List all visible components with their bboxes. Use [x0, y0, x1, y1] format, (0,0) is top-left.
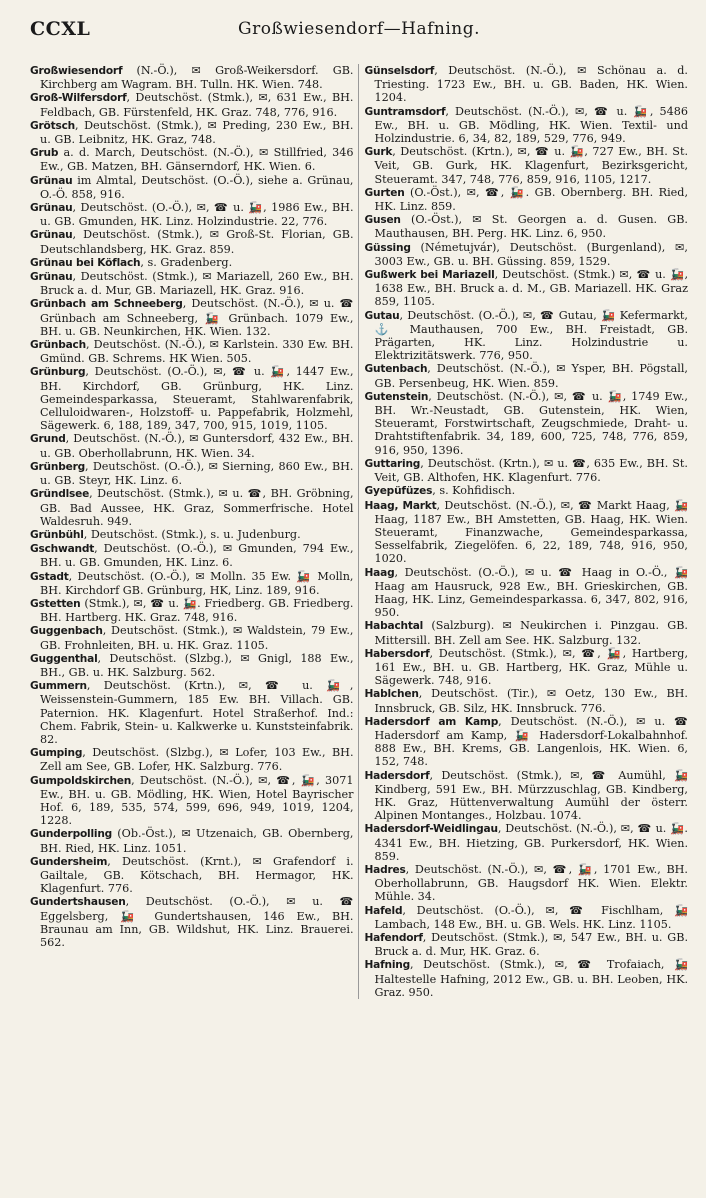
entry-gundersheim — [30, 855, 354, 896]
entry-haag — [365, 566, 689, 620]
entry-grub — [30, 146, 354, 173]
entry-grunau-bei-koflach — [30, 256, 354, 270]
entry-hadersdorf — [365, 769, 689, 823]
entry-grund — [30, 432, 354, 459]
entry-text: , Deutschöst. (N.-Ö.), ✉, ☎ Markt Haag, 🚂 Haag, 1187 Ew., BH Amstetten, GB. Haag, HK. Wien. Steueramt, Finanzwache, Gemeindesparkassa, Sesselfabrik, Ziegelöfen. 6, 22, 189, 748, 916, 950, 1020. — [374, 498, 688, 566]
entry-headword: Guggenthal — [30, 652, 98, 665]
entry-guntramsdorf — [365, 105, 689, 146]
page-number: CCXL — [30, 18, 91, 40]
entry-headword: Gutenbach — [364, 363, 428, 376]
entry-headword: Gyepüfüzes — [364, 485, 433, 498]
entry-headword: Haag, Markt — [364, 499, 437, 512]
entry-headword: Gundertshausen — [30, 896, 126, 909]
entry-text: , Deutschöst. (O.-Ö.), ✉, ☎ u. 🚂, 1986 Ew., BH. u. GB. Gmunden, HK. Linz. Holzindustrie. 22, 776. — [40, 201, 354, 229]
entry-text: , Deutschöst. (Stmk.), ✉, ☎ Trofaiach, 🚂 Haltestelle Hafning, 2012 Ew., GB. u. BH. Leoben, HK. Graz. 950. — [374, 958, 688, 999]
entry-text: , Deutschöst. (Stmk.), ✉, 547 Ew., BH. u. GB. Bruck a. d. Mur, HK. Graz. 6. — [374, 931, 688, 959]
entry-gunselsdorf — [365, 64, 689, 105]
entry-text: , Deutschöst. (Stmk.), ✉ Waldstein, 79 Ew., GB. Frohnleiten, BH. u. HK. Graz. 1105. — [40, 624, 354, 652]
two-column-body — [30, 64, 688, 999]
entry-headword: Hadersdorf am Kamp — [364, 715, 499, 728]
entry-text: , Deutschöst. (O.-Ö.), ✉ u. ☎ Eggelsberg, 🚂 Gundertshausen, 146 Ew., BH. Braunau am Inn, GB. Wildshut, HK. Linz. Brauerei. 562. — [40, 895, 354, 949]
entry-text: , Deutschöst. (Slzbg.), ✉ Gnigl, 188 Ew., BH., GB. u. HK. Salzburg. 562. — [40, 651, 354, 679]
entry-headword: Groß-Wilfersdorf — [30, 92, 127, 105]
entry-hafning — [365, 958, 689, 999]
entry-headword: Gutenstein — [364, 390, 429, 403]
entry-haag-markt — [365, 499, 689, 566]
entry-headword: Habachtal — [364, 620, 424, 633]
entry-grosswiesendorf — [30, 64, 354, 91]
entry-headword: Grünburg — [30, 366, 86, 379]
entry-text: , Deutschöst. (Stmk.), ✉ u. ☎, BH. Gröbning, GB. Bad Aussee, HK. Graz, Sommerfrische. Hotel Waldesruh. 949. — [40, 487, 354, 528]
entry-grunbuhl — [30, 528, 354, 542]
entry-headword: Hafendorf — [364, 932, 423, 944]
entry-headword: Grub — [30, 147, 59, 160]
entry-headword: Gschwandt — [30, 543, 95, 556]
entry-grundlsee — [30, 487, 354, 528]
entry-text: , Deutschöst. (N.-Ö.), ✉, ☎, 🚂, 1701 Ew., BH. Oberhollabrunn, GB. Haugsdorf HK. Wien. Elektr. Mühle. 34. — [374, 862, 688, 904]
entry-headword: Gumpoldskirchen — [30, 774, 132, 787]
entry-headword: Guttaring — [364, 457, 421, 470]
entry-text: (O.-Öst.), ✉, ☎, 🚂. GB. Obernberg. BH. Ried, HK. Linz. 859. — [374, 185, 688, 214]
entry-headword: Güssing — [364, 241, 411, 254]
entry-gutenbach — [365, 362, 689, 389]
entry-gumping — [30, 746, 354, 773]
left-column — [30, 64, 359, 999]
entry-text: , Deutschöst. (N.-Ö.), ✉ Karlstein. 330 Ew. BH. Gmünd. GB. Schrems. HK Wien. 505. — [40, 338, 354, 366]
entry-headword: Hafeld — [364, 904, 403, 917]
entry-gschwandt — [30, 542, 354, 569]
entry-headword: Gusen — [364, 214, 401, 227]
entry-text: , Deutschöst. (O.-Ö.), ✉, ☎ Gutau, 🚂 Kefermarkt, ⚓ Mauthausen, 700 Ew., BH. Freistadt, GB. Prägarten, HK. Linz. Holzindustrie u. Elektrizitätswerk. 776, 950. — [374, 308, 688, 363]
entry-gutenstein — [365, 390, 689, 457]
entry-grunbach-am-schneeberg — [30, 297, 354, 338]
entry-headword: Hadersdorf — [364, 769, 430, 782]
entry-headword: Hafning — [364, 959, 411, 972]
entry-headword: Grötsch — [30, 119, 75, 132]
entry-text: , Deutschöst. (Krtn.), ✉ u. ☎, 635 Ew., BH. St. Veit, GB. Althofen, HK. Klagenfurt. 776. — [374, 456, 688, 485]
entry-text: , Deutschöst. (Stmk.), ✉, ☎ Aumühl, 🚂 Kindberg, 591 Ew., BH. Mürzzuschlag, GB. Kindberg, HK. Graz, Hüttenverwaltung Aumühl der österr. Alpinen Montanges., Holzbau. 1074. — [374, 768, 688, 823]
entry-gross-wilfersdorf — [30, 91, 354, 118]
entry-text: (Salzburg). ✉ Neukirchen i. Pinzgau. GB. Mittersill. BH. Zell am See. HK. Salzburg. 132. — [374, 619, 688, 647]
entry-gurten — [365, 186, 689, 213]
entry-text: , Deutschöst. (O.-Ö.), ✉ u. ☎ Haag in O.-Ö., 🚂 Haag am Hausruck, 928 Ew., BH. Grieskirchen, GB. Haag, HK. Linz, Gemeindesparkassa. 6, 347, 802, 916, 950. — [374, 565, 688, 620]
entry-headword: Gummern — [30, 680, 87, 693]
entry-headword: Grünbühl — [30, 528, 84, 541]
entry-headword: Hablchen — [364, 688, 419, 701]
entry-headword: Hadersdorf-Weidlingau — [364, 823, 498, 836]
entry-headword: Gstadt — [30, 570, 69, 583]
entry-text: , Deutschöst. (O.-Ö.), ✉, ☎ u. 🚂, 1447 Ew., BH. Kirchdorf, GB. Grünburg, HK. Linz. Gemeindesparkassa, Steueramt, Stahlwarenfabrik, Celluloidwaren-, Holzstoff- u. Pappefabrik, Holzmehl, Sägewerk. 6, 188, 189, 347, 700, 915, 1019, 1105. — [40, 365, 354, 433]
entry-headword: Gurten — [364, 186, 405, 199]
entry-text: (O.-Öst.), ✉ St. Georgen a. d. Gusen. GB. Mauthausen, BH. Perg. HK. Linz. 6, 950. — [374, 213, 688, 241]
entry-headword: Grünau — [30, 271, 73, 284]
entry-gusswerk-bei-mariazell — [365, 268, 689, 309]
entry-headword: Grünberg — [30, 460, 85, 473]
entry-habachtal — [365, 619, 689, 646]
entry-headword: Gunderpolling — [30, 828, 113, 841]
entry-grotsch — [30, 119, 354, 146]
entry-headword: Grünau — [30, 202, 73, 215]
entry-gusen — [365, 213, 689, 240]
entry-headword: Grünau — [30, 229, 73, 242]
entry-text: , Deutschöst. (N.-Ö.), ✉ Guntersdorf, 432 Ew., BH. u. GB. Oberhollabrunn, HK. Wien. 34. — [40, 432, 354, 460]
entry-hadersdorf-weidlingau — [365, 822, 689, 863]
entry-gstetten — [30, 597, 354, 624]
entry-text: , Deutschöst. (Tir.), ✉ Oetz, 130 Ew., BH. Innsbruck, GB. Silz, HK. Innsbruck. 776. — [374, 687, 688, 715]
entry-headword: Habersdorf — [364, 647, 430, 660]
entry-habersdorf — [365, 647, 689, 688]
entry-text: , Deutschöst. (N.-Ö.), ✉, ☎ u. 🚂, 5486 Ew., BH. u. GB. Mödling, HK. Wien. Textil- und Holzindustrie. 6, 34, 82, 189, 529, 776, 949. — [374, 104, 688, 146]
entry-headword: Grünbach am Schneeberg — [30, 298, 183, 311]
entry-text: (Stmk.), ✉, ☎ u. 🚂. Friedberg. GB. Friedberg. BH. Hartberg. HK. Graz. 748, 916. — [40, 596, 354, 625]
entry-text: , Deutschöst. (O.-Ö.), ✉ Sierning, 860 Ew., BH. u. GB. Steyr, HK. Linz. 6. — [40, 459, 354, 488]
entry-headword: Gundersheim — [30, 855, 108, 868]
entry-text: , Deutschöst. (Stmk.), ✉ Groß-St. Florian, GB. Deutschlandsberg, HK. Graz. 859. — [40, 228, 354, 256]
entry-gstadt — [30, 570, 354, 597]
entry-text: a. d. March, Deutschöst. (N.-Ö.), ✉ Stillfried, 346 Ew., GB. Matzen, BH. Gänserndorf, HK. Wien. 6. — [40, 146, 354, 174]
entry-text: , Deutschöst. (O.-Ö.), ✉ Molln. 35 Ew. 🚂 Molln, BH. Kirchdorf GB. Grünburg, HK, Linz. 189, 916. — [40, 569, 354, 597]
entry-text: , Deutschöst. (N.-Ö.), ✉ u. ☎ Grünbach am Schneeberg, 🚂 Grünbach. 1079 Ew., BH. u. GB. Neunkirchen, HK. Wien. 132. — [40, 297, 354, 338]
entry-grunberg — [30, 460, 354, 487]
entry-gundertshausen — [30, 895, 354, 949]
entry-hablchen — [365, 687, 689, 714]
right-column — [365, 64, 689, 999]
entry-headword: Grund — [30, 433, 66, 446]
entry-headword: Guggenbach — [30, 625, 103, 638]
entry-text: , Deutschöst. (Stmk.), s. u. Judenburg. — [83, 527, 301, 541]
entry-hafeld — [365, 904, 689, 931]
entry-gyepufuzes — [365, 484, 689, 498]
entry-grunburg — [30, 365, 354, 432]
entry-text: , Deutschöst. (O.-Ö.), ✉, ☎ Fischlham, 🚂 Lambach, 148 Ew., BH. u. GB. Wels. HK. Linz. 1105. — [374, 903, 688, 931]
entry-text: , Deutschöst. (Stmk.), ✉ Mariazell, 260 Ew., BH. Bruck a. d. Mur, GB. Mariazell, HK. Graz. 916. — [40, 270, 354, 298]
entry-guggenthal — [30, 652, 354, 679]
entry-text: , Deutschöst. (Stmk.), ✉, ☎, 🚂, Hartberg, 161 Ew., BH. u. GB. Hartberg, HK. Graz, Mühle u. Sägewerk. 748, 916. — [374, 646, 688, 688]
entry-text: , Deutschöst. (N.-Ö.), ✉ Ysper, BH. Pögstall, GB. Persenbeug, HK. Wien. 859. — [374, 362, 688, 390]
entry-headword: Günselsdorf — [364, 65, 435, 77]
entry-headword: Grünau — [30, 174, 73, 187]
entry-headword: Gußwerk bei Mariazell — [364, 269, 495, 282]
entry-gurk — [365, 145, 689, 186]
entry-gunderpolling — [30, 827, 354, 854]
entry-text: im Almtal, Deutschöst. (O.-Ö.), siehe a. Grünau, O.-Ö. 858, 916. — [40, 173, 354, 201]
entry-hafendorf — [365, 931, 689, 958]
entry-headword: Haag — [364, 566, 395, 579]
entry-gutau — [365, 309, 689, 363]
entry-gumpoldskirchen — [30, 774, 354, 828]
entry-headword: Gumping — [30, 747, 83, 760]
entry-text: , Deutschöst. (N.-Ö.), ✉, ☎, 🚂, 3071 Ew., BH. u. GB. Mödling, HK. Wien, Hotel Bayrischer Hof. 6, 189, 535, 574, 599, 696, 949, 1019, 1204, 1228. — [40, 773, 354, 828]
entry-text: , Deutschöst. (Krtn.), ✉, ☎ u. 🚂, Weissenstein-Gummern, 185 Ew. BH. Villach. GB. Paternion. HK. Klagenfurt. Hotel Straßerhof. Ind.: Chem. Fabrik, Stein- u. Kalkwerke u. Kunststeinfabrik. 82. — [40, 679, 354, 746]
entry-headword: Gründlsee — [30, 488, 90, 501]
entry-guggenbach — [30, 624, 354, 651]
entry-headword: Hadres — [364, 863, 406, 876]
running-head: Großwiesendorf—Hafning. — [238, 19, 480, 39]
entry-text: , Deutschöst. (N.-Ö.), ✉ Schönau a. d. Triesting. 1723 Ew., BH. u. GB. Baden, HK. Wien. 1204. — [374, 64, 688, 105]
entry-grunau — [30, 201, 354, 228]
entry-text: , Deutschöst. (N.-Ö.), ✉, ☎ u. 🚂, 1749 Ew., BH. Wr.-Neustadt, GB. Gutenstein, HK. Wien, Steueramt, Forstwirtschaft, Zeugschmiede, Draht- u. Drahtstiftenfabrik. 34, 189, 600, 725, 748, 776, 859, 916, 950, 1396. — [374, 389, 688, 457]
entry-headword: Guntramsdorf — [364, 105, 446, 118]
entry-headword: Grünau bei Köflach — [30, 256, 141, 269]
entry-text: , s. Gradenberg. — [140, 255, 233, 269]
entry-grunau — [30, 228, 354, 255]
entry-headword: Gutau — [364, 309, 400, 322]
entry-text: , Deutschöst. (N.-Ö.), ✉, ☎ u. 🚂. 4341 Ew., BH. Hietzing, GB. Purkersdorf, HK. Wien. 859. — [374, 822, 688, 863]
entry-headword: Grünbach — [30, 339, 86, 352]
entry-gummern — [30, 679, 354, 746]
entry-text: , Deutschöst. (O.-Ö.), ✉ Gmunden, 794 Ew., BH. u. GB. Gmunden, HK. Linz. 6. — [40, 542, 354, 570]
page-header — [30, 8, 688, 42]
entry-headword: Gurk — [364, 146, 393, 159]
entry-text: , Deutschöst. (N.-Ö.), ✉ u. ☎ Hadersdorf am Kamp, 🚂 Hadersdorf-Lokalbahnhof. 888 Ew., BH. Krems, GB. Langenlois, HK. Wien. 6, 152, 748. — [374, 714, 688, 769]
entry-grunbach — [30, 338, 354, 365]
entry-guttaring — [365, 457, 689, 484]
entry-text: , Deutschöst. (Krtn.), ✉, ☎ u. 🚂, 727 Ew., BH. St. Veit, GB. Gurk, HK. Klagenfurt, Bezirksgericht, Steueramt. 347, 748, 776, 859, 916, 1105, 1217. — [374, 145, 688, 186]
entry-text: , Deutschöst. (Stmk.), ✉ Preding, 230 Ew., BH. u. GB. Leibnitz, HK. Graz, 748. — [40, 118, 354, 147]
entry-text: , s. Kohfidisch. — [432, 484, 516, 498]
entry-headword: Großwiesendorf — [30, 65, 123, 77]
entry-text: , Deutschöst. (Slzbg.), ✉ Lofer, 103 Ew., BH. Zell am See, GB. Lofer, HK. Salzburg. 776. — [40, 746, 354, 774]
entry-hadersdorf-am-kamp — [365, 715, 689, 769]
entry-text: (N.-Ö.), ✉ Groß-Weikersdorf. GB. Kirchberg am Wagram. BH. Tulln. HK. Wien. 748. — [40, 64, 354, 92]
entry-gussing — [365, 241, 689, 268]
entry-grunau — [30, 270, 354, 297]
entry-text: , Deutschöst. (Krnt.), ✉ Grafendorf i. Gailtale, GB. Kötschach, BH. Hermagor, HK. Klagenfurt. 776. — [40, 854, 354, 896]
entry-text: , Deutschöst. (Stmk.) ✉, ☎ u. 🚂, 1638 Ew., BH. Bruck a. d. M., GB. Mariazell. HK. Graz 859, 1105. — [374, 268, 689, 309]
entry-grunau — [30, 174, 354, 201]
entry-headword: Gstetten — [30, 597, 81, 610]
entry-text: , Deutschöst. (Stmk.), ✉, 631 Ew., BH. Feldbach, GB. Fürstenfeld, HK. Graz. 748, 776, 916. — [40, 91, 354, 119]
entry-text: (Németujvár), Deutschöst. (Burgenland), ✉, 3003 Ew., GB. u. BH. Güssing. 859, 1529. — [374, 240, 688, 268]
entry-hadres — [365, 863, 689, 904]
entry-text: (Ob.-Öst.), ✉ Utzenaich, GB. Obernberg, BH. Ried, HK. Linz. 1051. — [40, 827, 354, 855]
